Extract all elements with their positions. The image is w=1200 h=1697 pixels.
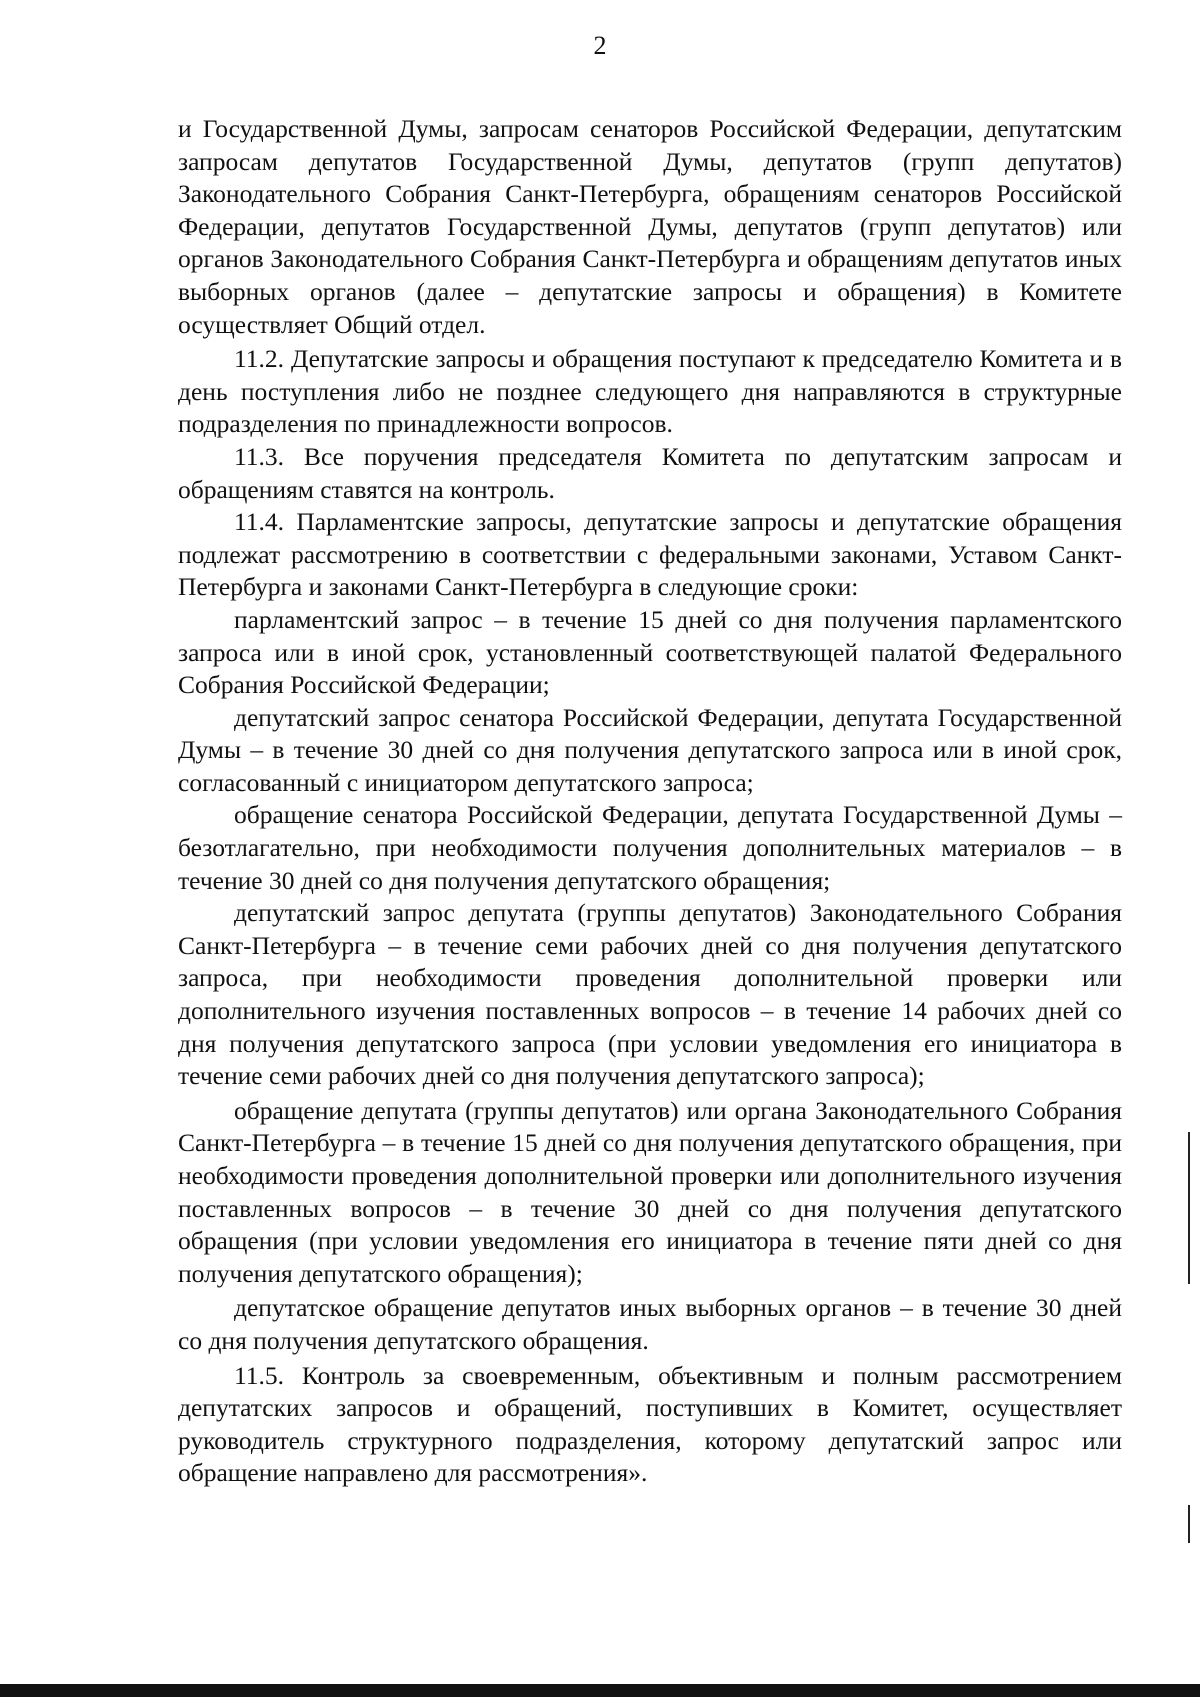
paragraph-11-4: 11.4. Парламентские запросы, депутатские запросы и депутатские обращения подлежат рассмотрению в соответствии с федеральными законами, Уставом Санкт-Петербурга и законами Санкт-Петербурга в следующие сроки: bbox=[178, 507, 1122, 602]
paragraph-11-3: 11.3. Все поручения председателя Комитета по депутатским запросам и обращениям ставятся на контроль. bbox=[178, 441, 1122, 504]
margin-scan-mark bbox=[1188, 1132, 1190, 1284]
page-bottom-edge bbox=[0, 1684, 1200, 1697]
paragraph-11-2: 11.2. Депутатские запросы и обращения поступают к председателю Комитета и в день поступления либо не позднее следующего дня направляются в структурные подразделения по принадлежности вопросов. bbox=[178, 344, 1122, 439]
page-number: 2 bbox=[593, 31, 607, 60]
term-other-bodies-appeal: депутатское обращение депутатов иных выборных органов – в течение 30 дней со дня получения депутатского обращения. bbox=[178, 1293, 1122, 1355]
term-parliamentary-request: парламентский запрос – в течение 15 дней со дня получения парламентского запроса или в иной срок, установленный соответствующей палатой Федерального Собрания Российской Федерации; bbox=[178, 604, 1122, 700]
term-senator-deputy-request: депутатский запрос сенатора Российской Федерации, депутата Государственной Думы – в течение 30 дней со дня получения депутатского запроса или в иной срок, согласованный с инициатором депутатского запроса; bbox=[178, 702, 1122, 797]
paragraph-continuation: и Государственной Думы, запросам сенаторов Российской Федерации, депутатским запросам депутатов Государственной Думы, депутатов (групп депутатов) Законодательного Собрания Санкт-Петербурга, обращениям сенаторов Российской Федерации, депутатов Государственной Думы, депутатов (групп депутатов) или органов Законодательного Собрания Санкт-Петербурга и обращениям депутатов иных выборных органов (далее – депутатские запросы и обращения) в Комитете осуществляет Общий отдел. bbox=[178, 114, 1122, 339]
document-body bbox=[178, 113, 1122, 1490]
margin-scan-mark bbox=[1188, 1505, 1190, 1543]
term-legislative-assembly-appeal: обращение депутата (группы депутатов) или органа Законодательного Собрания Санкт-Петербурга – в течение 15 дней со дня получения депутатского обращения, при необходимости проведения дополнительной проверки или дополнительного изучения поставленных вопросов – в течение 30 дней со дня получения депутатского обращения (при условии уведомления его инициатора в течение пяти дней со дня получения депутатского обращения); bbox=[178, 1095, 1122, 1288]
term-legislative-assembly-request: депутатский запрос депутата (группы депутатов) Законодательного Собрания Санкт-Петербурга – в течение семи рабочих дней со дня получения депутатского запроса, при необходимости проведения дополнительной проверки или дополнительного изучения поставленных вопросов – в течение 14 рабочих дней со дня получения депутатского запроса (при условии уведомления его инициатора в течение семи рабочих дней со дня получения депутатского запроса); bbox=[178, 898, 1122, 1091]
term-senator-deputy-appeal: обращение сенатора Российской Федерации, депутата Государственной Думы – безотлагательно, при необходимости получения дополнительных материалов – в течение 30 дней со дня получения депутатского обращения; bbox=[178, 800, 1122, 895]
paragraph-11-5: 11.5. Контроль за своевременным, объективным и полным рассмотрением депутатских запросов и обращений, поступивших в Комитет, осуществляет руководитель структурного подразделения, которому депутатский запрос или обращение направлено для рассмотрения». bbox=[178, 1360, 1122, 1488]
